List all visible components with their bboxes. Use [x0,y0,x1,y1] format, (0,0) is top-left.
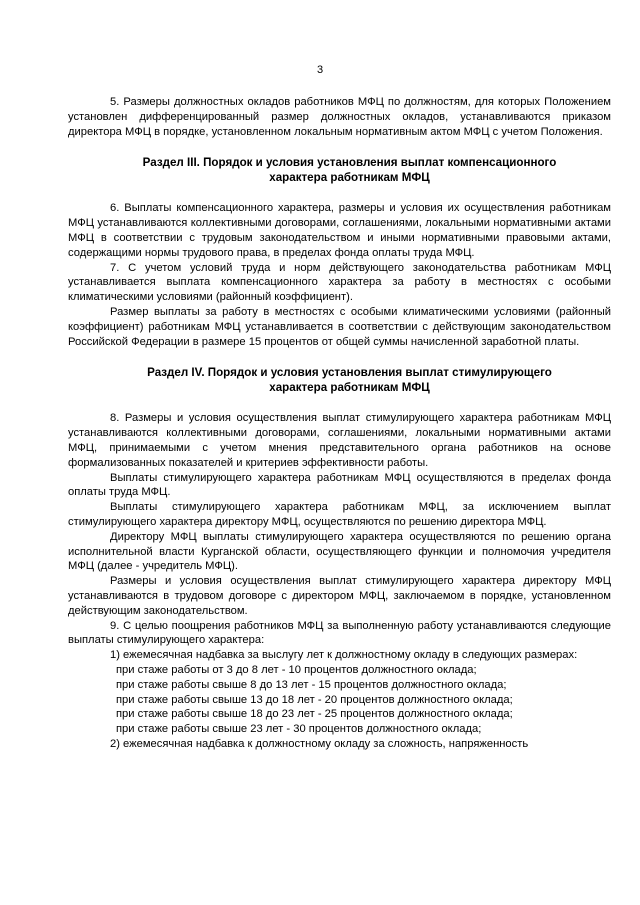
seniority-rate: при стаже работы свыше 13 до 18 лет - 20 процентов должностного оклада; [116,693,513,706]
paragraph-8-decision: Выплаты стимулирующего характера работникам МФЦ, за исключением выплат стимулирующего характера директору МФЦ, осуществляются по решению директора МФЦ. [68,501,611,528]
seniority-rate: при стаже работы от 3 до 8 лет - 10 процентов должностного оклада; [116,663,477,676]
paragraph-8-contract: Размеры и условия осуществления выплат стимулирующего характера директору МФЦ устанавливаются в трудовом договоре с директором МФЦ, заключаемом в порядке, установленном действующим законодательством. [68,575,611,617]
paragraph-8-fund: Выплаты стимулирующего характера работникам МФЦ осуществляются в пределах фонда оплаты труда МФЦ. [68,471,611,499]
paragraph-9: 9. С целью поощрения работников МФЦ за выполненную работу устанавливаются следующие выплаты стимулирующего характера: [68,619,611,647]
list-item-2: 2) ежемесячная надбавка к должностному окладу за сложность, напряженность [110,737,529,750]
section-4-heading: Раздел IV. Порядок и условия установления выплат стимулирующего характера работникам МФЦ [147,366,552,395]
seniority-rate: при стаже работы свыше 8 до 13 лет - 15 процентов должностного оклада; [116,678,507,691]
seniority-rate: при стаже работы свыше 23 лет - 30 процентов должностного оклада; [116,723,482,736]
paragraph-6: 6. Выплаты компенсационного характера, размеры и условия их осуществления работникам МФЦ устанавливаются коллективными договорами, соглашениями, локальными нормативными актами МФЦ в соответствии с трудовым законодательством и иными нормативными правовыми актами, содержащими нормы трудового права, в пределах фонда оплаты труда МФЦ. [68,202,611,259]
paragraph-8-director: Директору МФЦ выплаты стимулирующего характера осуществляются по решению органа исполнительной власти Курганской области, осуществляющего функции и полномочия учредителя МФЦ (далее - учредитель МФЦ). [68,530,611,573]
paragraph-7-regional: Размер выплаты за работу в местностях с особыми климатическими условиями (районный коэффициент) работникам МФЦ устанавливается в соответствии с действующим законодательством Российской Федерации в размере 15 процентов от общей суммы начисленной заработной платы. [68,305,611,348]
document-body [68,95,611,752]
paragraph-7: 7. С учетом условий труда и норм действующего законодательства работникам МФЦ устанавливается выплата компенсационного характера за работу в местностях с особыми климатическими условиями (районный коэффициент). [68,261,611,304]
list-item-1: 1) ежемесячная надбавка за выслугу лет к должностному окладу в следующих размерах: [110,649,578,662]
section-3-heading: Раздел III. Порядок и условия установления выплат компенсационного характера работникам МФЦ [142,156,557,185]
page-number: 3 [316,64,324,76]
paragraph-8: 8. Размеры и условия осуществления выплат стимулирующего характера работникам МФЦ устанавливаются коллективными договорами, соглашениями, локальными нормативными актами МФЦ, принимаемыми с учетом мнения представительного органа работников на основе формализованных показателей и критериев эффективности работы. [68,412,611,469]
seniority-rate: при стаже работы свыше 18 до 23 лет - 25 процентов должностного оклада; [116,708,513,721]
paragraph-5: 5. Размеры должностных окладов работников МФЦ по должностям, для которых Положением установлен дифференцированный размер должностных окладов, устанавливаются приказом директора МФЦ в порядке, установленном локальным нормативным актом МФЦ с учетом Положения. [68,96,611,138]
